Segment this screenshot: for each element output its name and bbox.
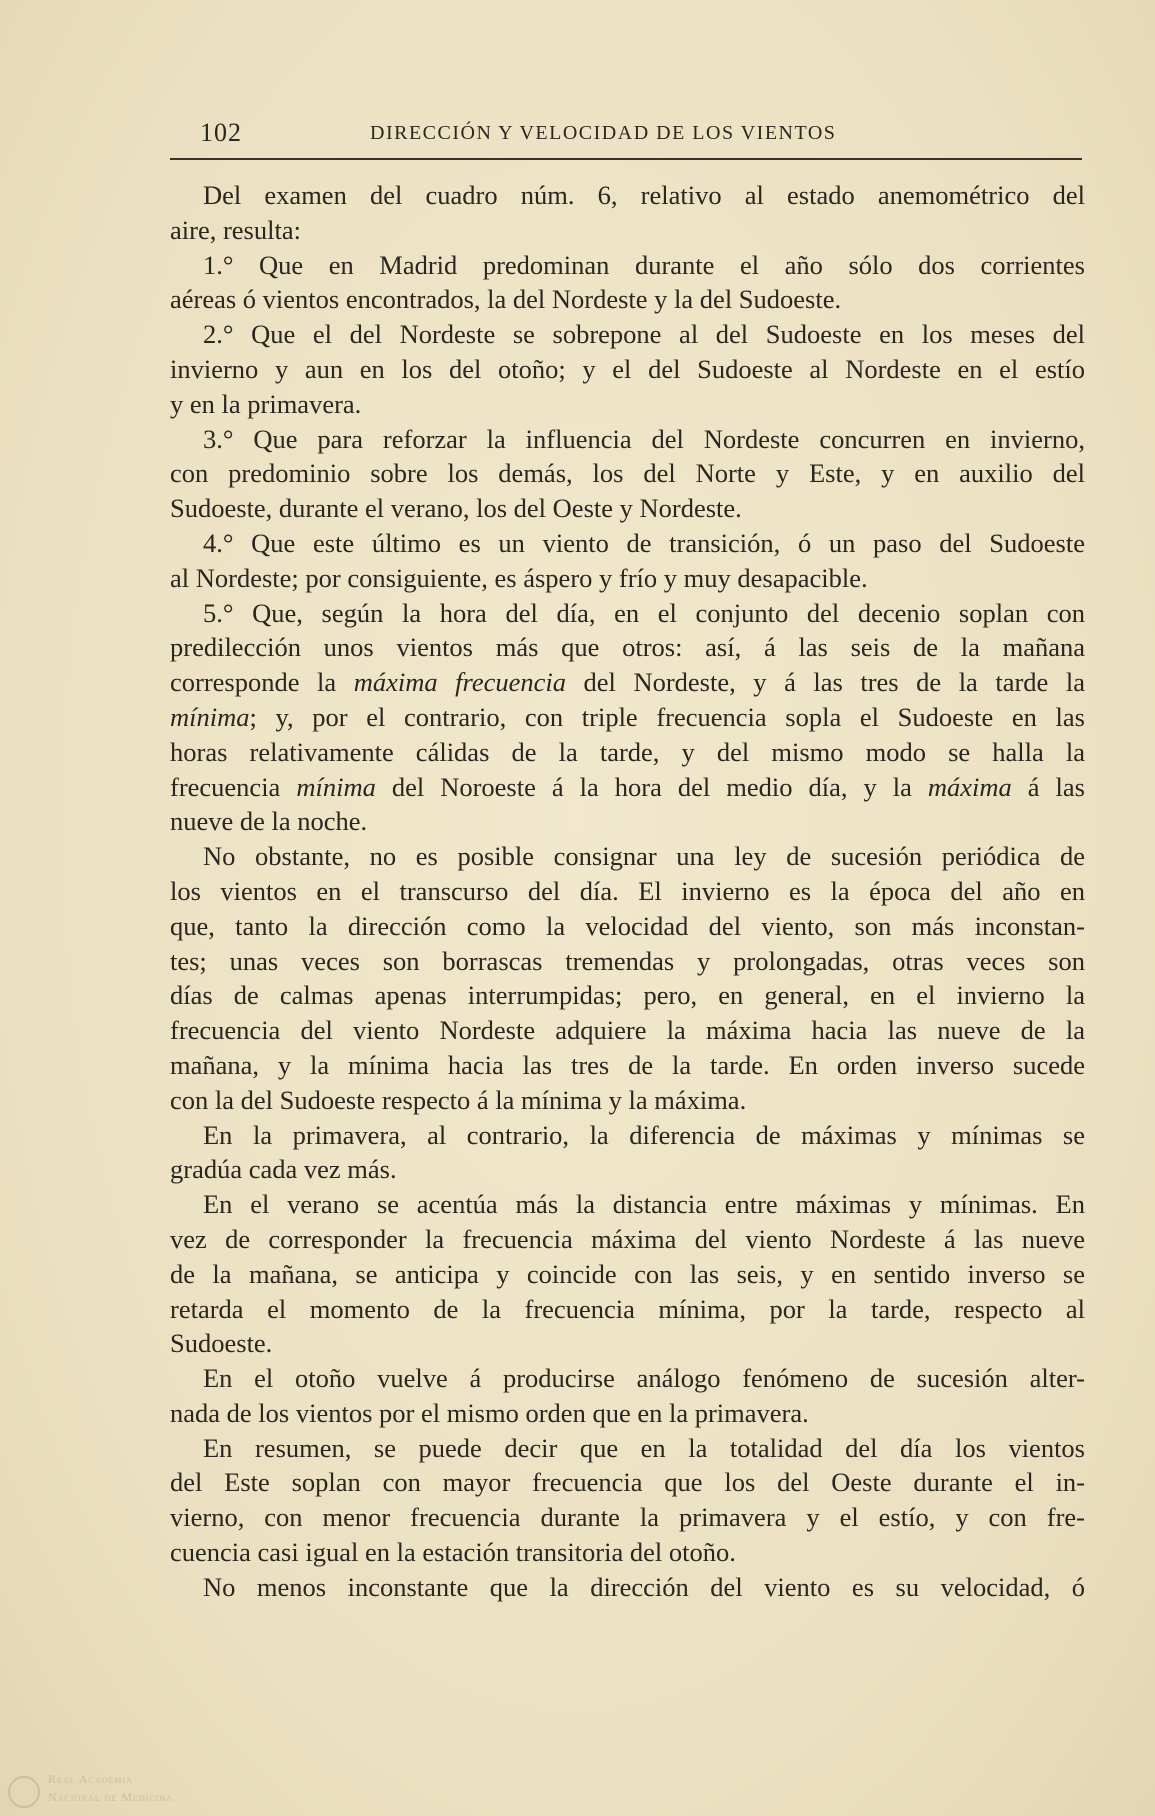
text-line: En resumen, se puede decir que en la totalidad del día los vientos xyxy=(203,1432,1085,1463)
library-watermark xyxy=(6,1770,206,1814)
italic-term: máxima frecuencia xyxy=(353,667,566,698)
seal-icon xyxy=(8,1776,40,1808)
text-line: En la primavera, al contrario, la diferencia de máximas y mínimas se xyxy=(203,1119,1085,1150)
text-line: 2.° Que el del Nordeste se sobrepone al del Sudoeste en los meses del xyxy=(203,319,1085,350)
text-line: con la del Sudoeste respecto á la mínima y la máxima. xyxy=(170,1084,747,1115)
text-line: predilección unos vientos más que otros: así, á las seis de la mañana xyxy=(170,632,1085,663)
text-line: En el otoño vuelve á producirse análogo fenómeno de sucesión alter- xyxy=(203,1363,1085,1394)
text-line: frecuencia del viento Nordeste adquiere la máxima hacia las nueve de la xyxy=(170,1015,1085,1046)
text-segment: frecuencia xyxy=(170,771,297,802)
text-line: 3.° Que para reforzar la influencia del Nordeste concurren en invierno, xyxy=(203,423,1085,454)
text-line xyxy=(170,700,1085,735)
text-line: nueve de la noche. xyxy=(170,806,368,837)
text-segment: corresponde la xyxy=(170,667,354,698)
text-line: del Este soplan con mayor frecuencia que los del Oeste durante el in- xyxy=(170,1467,1085,1498)
text-line: y en la primavera. xyxy=(170,388,362,419)
text-segment: del Nordeste, y á las tres de la tarde la xyxy=(566,667,1085,698)
italic-term: máxima xyxy=(927,771,1012,802)
text-segment: ; y, por el contrario, con triple frecuencia sopla el Sudoeste en las xyxy=(249,701,1085,732)
text-line: días de calmas apenas interrumpidas; pero, en general, en el invierno la xyxy=(170,980,1085,1011)
text-line: vierno, con menor frecuencia durante la primavera y el estío, y con fre- xyxy=(170,1502,1085,1533)
watermark-line-2: Nacional de Medicina xyxy=(48,1790,173,1804)
text-segment: á las xyxy=(1011,771,1085,802)
text-line: de la mañana, se anticipa y coincide con las seis, y en sentido inverso se xyxy=(170,1258,1085,1289)
text-line: No menos inconstante que la dirección del viento es su velocidad, ó xyxy=(203,1571,1085,1602)
text-line: que, tanto la dirección como la velocidad del viento, son más inconstan- xyxy=(170,910,1085,941)
page-header xyxy=(170,118,1080,154)
text-line: cuencia casi igual en la estación transitoria del otoño. xyxy=(170,1537,736,1568)
text-line: los vientos en el transcurso del día. El invierno es la época del año en xyxy=(170,875,1085,906)
text-line: con predominio sobre los demás, los del Norte y Este, y en auxilio del xyxy=(170,458,1085,489)
text-line xyxy=(170,665,1085,700)
italic-term: mínima xyxy=(170,701,250,732)
body-text xyxy=(170,178,1085,1605)
text-line: retarda el momento de la frecuencia mínima, por la tarde, respecto al xyxy=(170,1293,1085,1324)
text-line: aéreas ó vientos encontrados, la del Nordeste y la del Sudoeste. xyxy=(170,284,842,315)
text-line: Sudoeste, durante el verano, los del Oeste y Nordeste. xyxy=(170,493,742,524)
text-line: al Nordeste; por consiguiente, es áspero y frío y muy desapacible. xyxy=(170,562,868,593)
text-line: invierno y aun en los del otoño; y el del Sudoeste al Nordeste en el estío xyxy=(170,353,1085,384)
header-rule xyxy=(170,158,1082,160)
text-line: En el verano se acentúa más la distancia entre máximas y mínimas. En xyxy=(203,1189,1085,1220)
text-line: nada de los vientos por el mismo orden que en la primavera. xyxy=(170,1397,809,1428)
text-line: No obstante, no es posible consignar una ley de sucesión periódica de xyxy=(203,841,1085,872)
text-line: vez de corresponder la frecuencia máxima del viento Nordeste á las nueve xyxy=(170,1223,1085,1254)
text-line: Sudoeste. xyxy=(170,1328,273,1359)
watermark-line-1: Real Academia xyxy=(48,1772,133,1786)
text-line: mañana, y la mínima hacia las tres de la tarde. En orden inverso sucede xyxy=(170,1049,1085,1080)
text-line: tes; unas veces son borrascas tremendas y prolongadas, otras veces son xyxy=(170,945,1085,976)
text-line: Del examen del cuadro núm. 6, relativo al estado anemométrico del xyxy=(203,180,1085,210)
text-line: gradúa cada vez más. xyxy=(170,1154,397,1185)
text-segment: del Noroeste á la hora del medio día, y la xyxy=(375,771,928,802)
text-line xyxy=(170,770,1085,805)
text-line: aire, resulta: xyxy=(170,214,301,245)
italic-term: mínima xyxy=(296,771,376,802)
text-line: 4.° Que este último es un viento de transición, ó un paso del Sudoeste xyxy=(203,527,1085,558)
page-number: 102 xyxy=(200,118,242,147)
text-line: 5.° Que, según la hora del día, en el conjunto del decenio soplan con xyxy=(203,597,1085,628)
text-line: horas relativamente cálidas de la tarde, y del mismo modo se halla la xyxy=(170,736,1085,767)
running-title: DIRECCIÓN Y VELOCIDAD DE LOS VIENTOS xyxy=(370,122,837,144)
text-line: 1.° Que en Madrid predominan durante el año sólo dos corrientes xyxy=(203,249,1085,280)
